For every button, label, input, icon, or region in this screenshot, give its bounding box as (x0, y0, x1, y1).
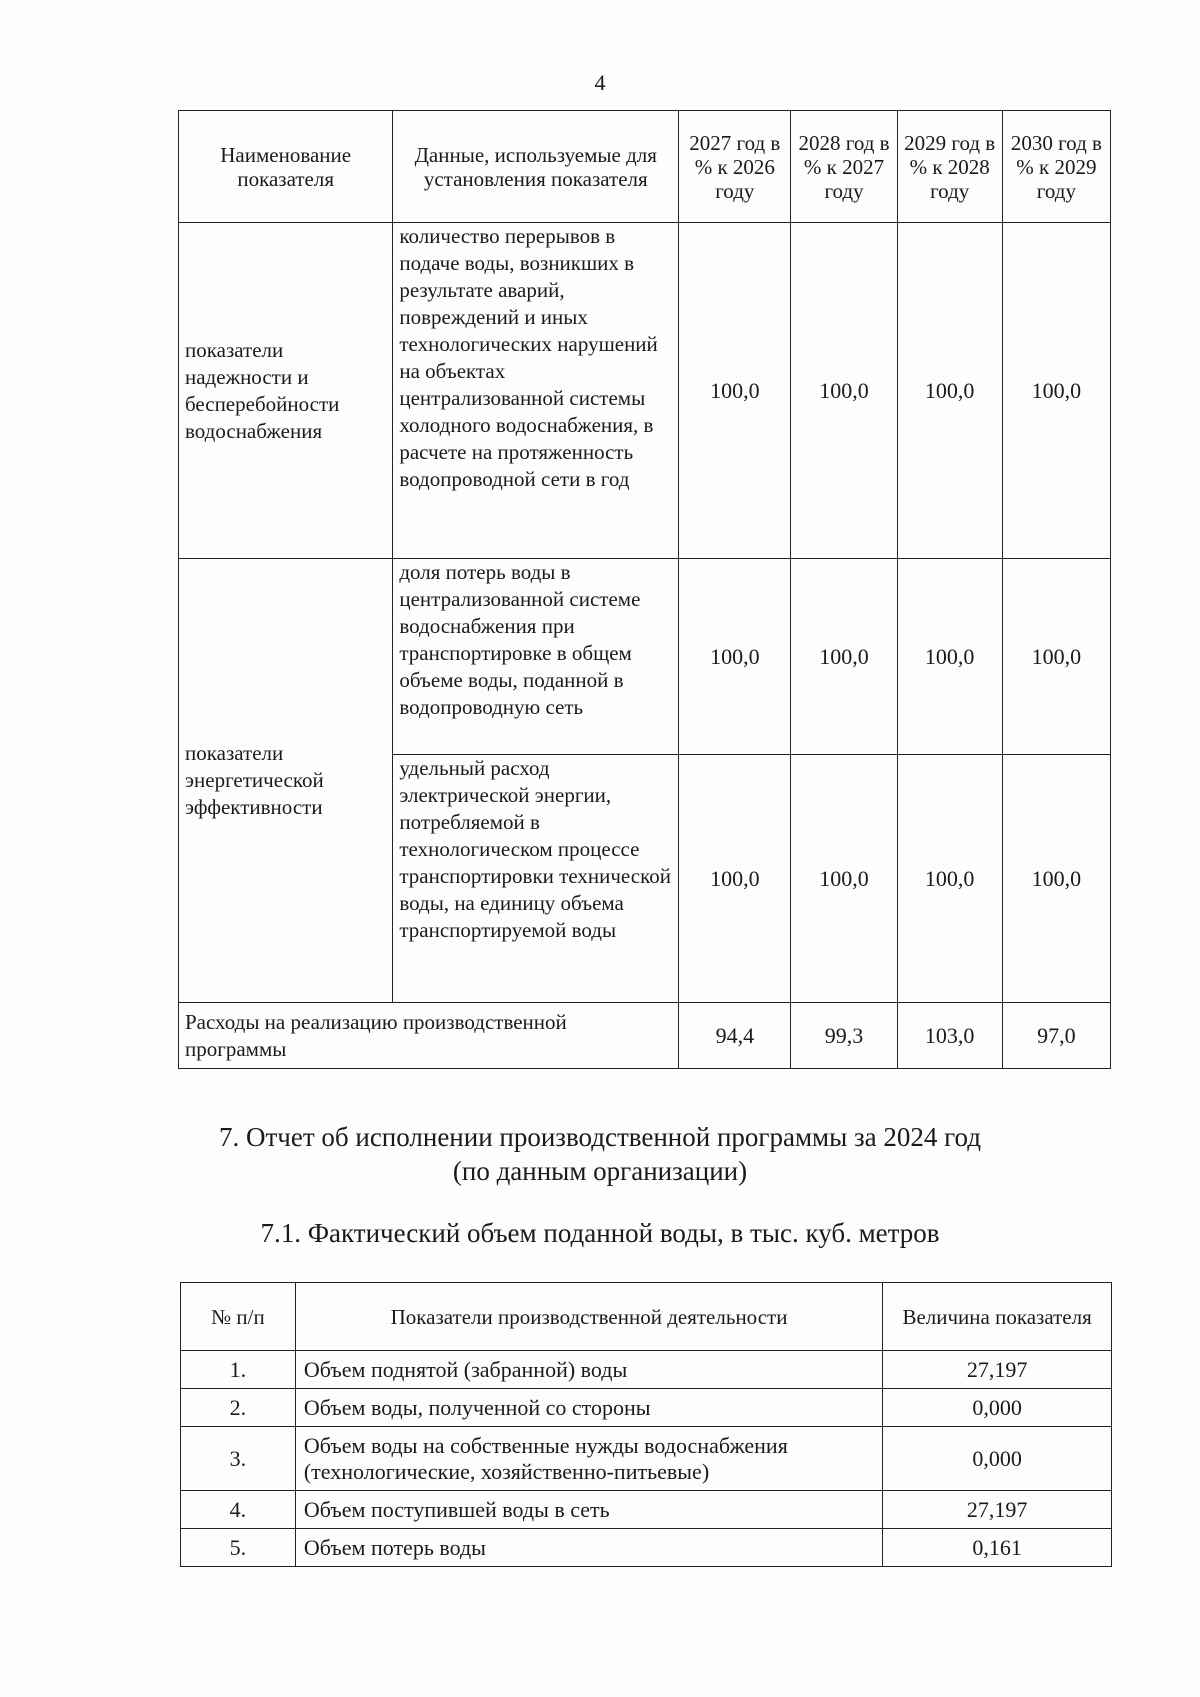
header-2028: 2028 год в % к 2027 году (791, 111, 897, 223)
expenses-2028: 99,3 (791, 1003, 897, 1069)
header-indicator-data: Данные, используемые для установления показателя (393, 111, 679, 223)
row-value: 0,161 (883, 1529, 1112, 1567)
expenses-row (179, 1003, 1111, 1069)
row-value: 0,000 (883, 1389, 1112, 1427)
electricity-2030: 100,0 (1002, 755, 1110, 1003)
water-loss-2030: 100,0 (1002, 559, 1110, 755)
header-value: Величина показателя (883, 1283, 1112, 1351)
section-7-heading (0, 1120, 1200, 1188)
row-label: Объем поступившей воды в сеть (295, 1491, 882, 1529)
row-label: Объем поднятой (забранной) воды (295, 1351, 882, 1389)
water-loss-2027: 100,0 (679, 559, 791, 755)
water-volume-table (180, 1282, 1112, 1567)
indicators-table (178, 110, 1111, 1069)
water-loss-2029: 100,0 (897, 559, 1002, 755)
row-label: Объем потерь воды (295, 1529, 882, 1567)
table-row (181, 1491, 1112, 1529)
reliability-desc: количество перерывов в подаче воды, возникших в результате аварий, повреждений и иных технологических нарушений на объектах централизованной системы холодного водоснабжения, в расчете на протяженность водопроводной сети в год (393, 223, 679, 559)
header-2027: 2027 год в % к 2026 году (679, 111, 791, 223)
header-2030: 2030 год в % к 2029 году (1002, 111, 1110, 223)
electricity-2028: 100,0 (791, 755, 897, 1003)
section-7-title-line2: (по данным организации) (452, 1156, 748, 1186)
row-value: 27,197 (883, 1351, 1112, 1389)
expenses-name: Расходы на реализацию производственной программы (179, 1003, 679, 1069)
row-label: Объем воды на собственные нужды водоснабжения (технологические, хозяйственно-питьевые) (295, 1427, 882, 1491)
electricity-desc: удельный расход электрической энергии, потребляемой в технологическом процессе транспортировки технической воды, на единицу объема транспортируемой воды (393, 755, 679, 1003)
header-indicator-name: Наименование показателя (179, 111, 393, 223)
page-number: 4 (594, 70, 606, 95)
reliability-2028: 100,0 (791, 223, 897, 559)
header-num: № п/п (181, 1283, 296, 1351)
reliability-name: показатели надежности и бесперебойности водоснабжения (179, 223, 393, 559)
row-label: Объем воды, полученной со стороны (295, 1389, 882, 1427)
section-7-1-heading: 7.1. Фактический объем поданной воды, в тыс. куб. метров (260, 1218, 940, 1248)
row-num: 2. (181, 1389, 296, 1427)
water-loss-2028: 100,0 (791, 559, 897, 755)
section-7-title-line1: 7. Отчет об исполнении производственной программы за 2024 год (218, 1122, 982, 1152)
energy-name: показатели энергетической эффективности (179, 559, 393, 1003)
table-row (181, 1427, 1112, 1491)
indicators-header-row (179, 111, 1111, 223)
expenses-2027: 94,4 (679, 1003, 791, 1069)
expenses-2030: 97,0 (1002, 1003, 1110, 1069)
row-num: 5. (181, 1529, 296, 1567)
row-value: 27,197 (883, 1491, 1112, 1529)
reliability-row (179, 223, 1111, 559)
row-num: 3. (181, 1427, 296, 1491)
table-row (181, 1529, 1112, 1567)
table-row (181, 1351, 1112, 1389)
table-row (181, 1389, 1112, 1427)
fact-header-row (181, 1283, 1112, 1351)
row-value: 0,000 (883, 1427, 1112, 1491)
expenses-2029: 103,0 (897, 1003, 1002, 1069)
electricity-2029: 100,0 (897, 755, 1002, 1003)
header-indicator: Показатели производственной деятельности (295, 1283, 882, 1351)
reliability-2029: 100,0 (897, 223, 1002, 559)
header-2029: 2029 год в % к 2028 году (897, 111, 1002, 223)
reliability-2030: 100,0 (1002, 223, 1110, 559)
row-num: 1. (181, 1351, 296, 1389)
energy-row-1 (179, 559, 1111, 755)
row-num: 4. (181, 1491, 296, 1529)
water-loss-desc: доля потерь воды в централизованной системе водоснабжения при транспортировке в общем объеме воды, поданной в водопроводную сеть (393, 559, 679, 755)
reliability-2027: 100,0 (679, 223, 791, 559)
electricity-2027: 100,0 (679, 755, 791, 1003)
